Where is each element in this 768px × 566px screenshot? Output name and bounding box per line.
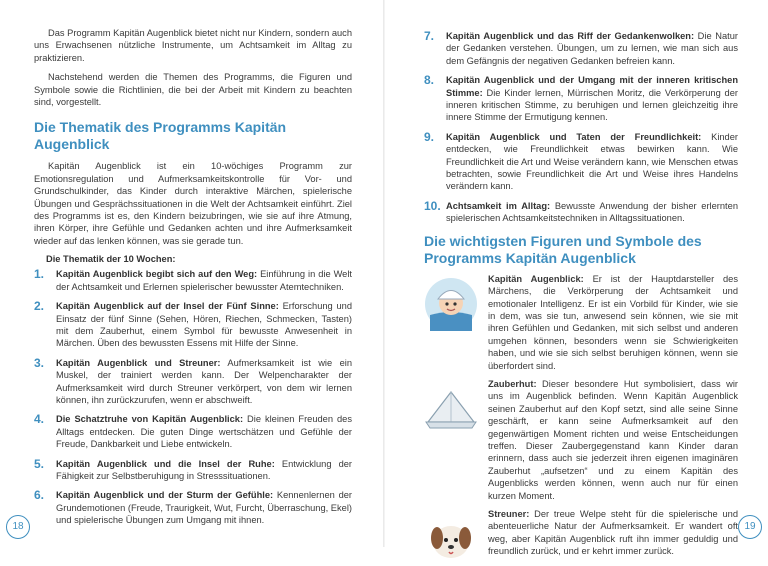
figure-zauberhut	[424, 378, 738, 502]
left-page	[0, 0, 384, 547]
captain-boy-icon	[424, 277, 478, 331]
week-item	[424, 30, 738, 67]
week-number: 7.	[424, 29, 435, 43]
page-number-left: 18	[6, 515, 30, 539]
thematic-heading: Die Thematik des Programms Kapitän Augenblick	[34, 119, 287, 153]
right-page	[384, 0, 768, 557]
figure-text	[488, 378, 738, 502]
week-number: 9.	[424, 129, 435, 144]
program-description: Kapitän Augenblick ist ein 10-wöchiges Programm zur Emotionsregulation und Aufmerksamkeitskontrolle für Vor- und Grundschulkinder, das Kinder durch interaktive Märchen, spielerische Übungen und Gesprächssituationen in die Welt der Achtsamkeit einführt. Ziel des Programms ist es, den Kindern beizubringen, wie sie auf ihre Atmung, ihren Körper, ihre Gefühle und Gedanken achten und ihre Aufmerksamkeit wieder auf das lenken können, was sie gerade tun.	[34, 161, 352, 246]
week-text: Kinder entdecken, wie Freundlichkeit etwas bewirken kann. Wie Freundlichkeit die Art und Weise verändern kann, wie Menschen etwas betrachten, sowie Freundlichkeit die Art und Weise ihres Handelns verändern kann.	[446, 131, 738, 192]
figure-title: Zauberhut:	[488, 378, 537, 389]
week-title: Kapitän Augenblick und Taten der Freundlichkeit:	[446, 131, 702, 142]
weeks-subheading: Die Thematik der 10 Wochen:	[46, 254, 176, 265]
intro-paragraph-1: Das Programm Kapitän Augenblick bietet nicht nur Kindern, sondern auch uns Erwachsenen nützliche Instrumente, um Achtsamkeit im Alltag zu praktizieren.	[34, 28, 352, 63]
figure-description: Er ist der Hauptdarsteller des Märchens, die Verkörperung der Achtsamkeit und emotionaler Intelligenz. Er ist ein Vorbild für Kinder, wie sie in dem, was sie tun, anwesend sein können, wie sie mit ihren Gefühlen und Gedanken, mit sich selbst und anderen umgehen können, besonders wenn sie Schwierigkeiten haben, und wie sie sich selbst beruhigen können, wenn sie überfordert sind.	[488, 273, 738, 371]
weeks-list	[34, 268, 352, 526]
week-item	[34, 458, 352, 483]
week-title: Kapitän Augenblick und das Riff der Gedankenwolken:	[446, 31, 695, 41]
intro-paragraph-2: Nachstehend werden die Themen des Programms, die Figuren und Symbole sowie die Richtlinien, die bei der Arbeit mit Kindern zu beachten sind, vorgestellt.	[34, 72, 352, 108]
week-text: Die Natur der Gedanken verstehen. Übungen, um zu lernen, wie man sich aus dem Gefängnis der negativen Gedanken befreien kann.	[446, 31, 738, 66]
week-title: Kapitän Augenblick und der Sturm der Gefühle:	[56, 490, 274, 501]
week-text: Die kleinen Freuden des Alltags entdecken. Die guten Dinge wertschätzen und Gefühle der Freude, Dankbarkeit und Liebe entwickeln.	[56, 414, 352, 450]
figure-description: Der treue Welpe steht für die spielerische und abenteuerliche Natur der Aufmerksamkeit. Er wandert oft weg, aber Kapitän Augenblick ruft ihn immer geduldig und freundlich zurück, und er kehrt immer zurück.	[488, 509, 738, 557]
week-text: Erforschung und Einsatz der fünf Sinne (Sehen, Hören, Riechen, Schmecken, Tasten) mit dem Zauberhut, einem Symbol für bewusste Anwesenheit in Märchen. Üben des bewussten Essens mit Hilfe der Sinne.	[56, 301, 352, 349]
week-text: Aufmerksamkeit ist wie ein Muskel, der trainiert werden kann. Der Welpencharakter der Aufmerksamkeit wird durch Streuner verkörpert, von dem wir lernen können, ihn zurückzurufen, wenn er abschweift.	[56, 357, 352, 405]
week-text: Kennenlernen der Grundemotionen (Freude, Traurigkeit, Wut, Furcht, Überraschung, Ekel) und spielerische Übungen zum Umgang mit ihnen.	[56, 490, 353, 526]
week-item	[424, 131, 738, 193]
figure-kapitan	[424, 273, 738, 372]
week-title: Kapitän Augenblick auf der Insel der Fünf Sinne:	[56, 301, 279, 312]
week-title: Kapitän Augenblick und der Umgang mit der inneren kritischen Stimme:	[446, 75, 738, 98]
week-text: Bewusste Anwendung der bisher erlernten spielerischen Achtsamkeitstechniken in Alltagssituationen.	[446, 200, 738, 224]
puppy-icon	[424, 512, 478, 566]
week-item	[424, 200, 738, 225]
weeks-list-continued	[424, 30, 738, 225]
week-text: Entwicklung der Fähigkeit zur Selbstberuhigung in Stresssituationen.	[56, 458, 352, 481]
figure-text	[488, 273, 738, 372]
figure-title: Streuner:	[488, 509, 530, 519]
week-number: 10.	[424, 198, 441, 213]
week-number: 6.	[34, 488, 45, 503]
figure-title: Kapitän Augenblick:	[488, 273, 584, 284]
week-text: Einführung in die Welt der Achtsamkeit und Erlernen spielerischer bewusster Atemtechniken.	[56, 269, 352, 292]
week-item	[34, 268, 352, 293]
week-number: 2.	[34, 299, 45, 314]
week-text: Die Kinder lernen, Mürrischen Moritz, die Verkörperung der inneren kritischen Stimme, zu beruhigen und lernen gleichzeitig ihre innere Stimme der Ermutigung kennen.	[446, 87, 738, 123]
week-title: Kapitän Augenblick begibt sich auf den Weg:	[56, 269, 258, 280]
week-number: 8.	[424, 73, 435, 88]
week-item	[34, 357, 352, 407]
week-item	[34, 489, 352, 526]
week-item	[34, 300, 352, 350]
week-title: Die Schatztruhe von Kapitän Augenblick:	[56, 414, 244, 425]
week-title: Achtsamkeit im Alltag:	[446, 200, 551, 211]
week-title: Kapitän Augenblick und Streuner:	[56, 357, 221, 368]
week-number: 5.	[34, 456, 45, 471]
paper-hat-icon	[424, 382, 478, 436]
week-item	[34, 413, 352, 450]
week-number: 4.	[34, 412, 45, 427]
week-item	[424, 74, 738, 124]
week-number: 1.	[34, 267, 45, 282]
figure-streuner	[424, 508, 738, 566]
figures-heading: Die wichtigsten Figuren und Symbole des Programms Kapitän Augenblick	[424, 232, 702, 266]
week-title: Kapitän Augenblick und die Insel der Ruhe:	[56, 458, 275, 469]
figure-text	[488, 508, 738, 558]
page-number-right: 19	[738, 515, 762, 539]
figure-description: Dieser besondere Hut symbolisiert, dass wir uns im Augenblick befinden. Wenn Kapitän Augenblick seinen Zauberhut auf den Kopf setzt, sind alle seine Sinne geschärft, er kann seine Aufmerksamkeit auf den gegenwärtigen Moment richten und weise Entscheidungen treffen. Dieser Zaubergegenstand kann Kinder daran erinnern, dass auch sie jederzeit ihren eigenen imaginären Zauberhut „aufsetzen“ und zu einem Kapitän des Augenblicks werden können, wenn auch nur für einen kurzen Moment.	[488, 378, 738, 501]
week-number: 3.	[34, 355, 45, 370]
